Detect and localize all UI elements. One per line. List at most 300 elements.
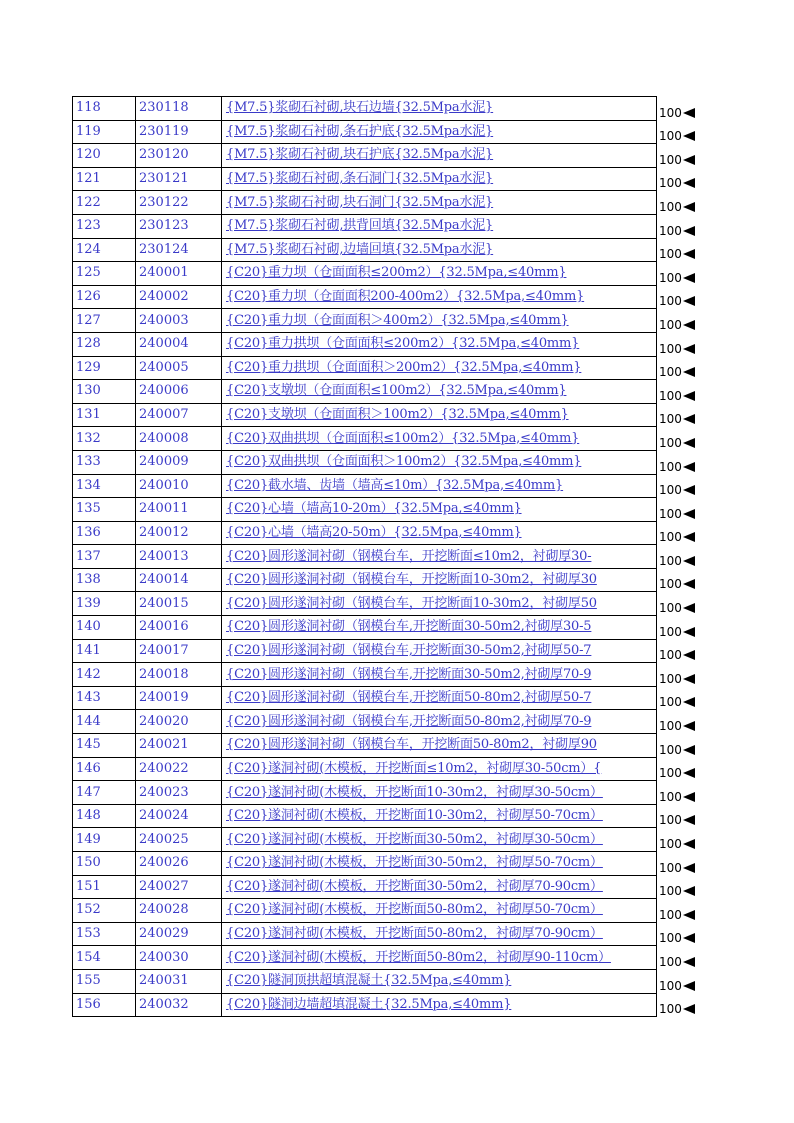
- left-arrow-icon: [683, 1004, 695, 1014]
- row-mark: [659, 450, 719, 474]
- quota-code-cell: 240002: [136, 285, 222, 309]
- row-number-cell: 135: [73, 498, 136, 522]
- quota-name-link[interactable]: {M7.5}浆砌石衬砌,条石洞门{32.5Mpa水泥}: [226, 171, 494, 187]
- mark-value: 100: [659, 152, 682, 167]
- row-mark: [659, 591, 719, 615]
- quota-name-link[interactable]: {C20}遂洞衬砌(木模板，开挖断面10-30m2，衬砌厚50-70cm）: [226, 808, 603, 824]
- quota-code-cell: 240024: [136, 804, 222, 828]
- quota-name-cell: [222, 380, 657, 404]
- quota-name-link[interactable]: {C20}双曲拱坝（仓面面积＞100m2）{32.5Mpa,≤40mm}: [226, 454, 582, 470]
- quota-code-cell: 240010: [136, 474, 222, 498]
- row-mark: [659, 639, 719, 663]
- left-arrow-icon: [683, 509, 695, 519]
- row-number-cell: 128: [73, 332, 136, 356]
- table-row: [73, 616, 657, 640]
- quota-name-cell: [222, 403, 657, 427]
- quota-name-link[interactable]: {C20}遂洞衬砌(木模板，开挖断面50-80m2，衬砌厚50-70cm）: [226, 902, 603, 918]
- quota-code-cell: 240022: [136, 757, 222, 781]
- quota-name-cell: [222, 946, 657, 970]
- row-mark: [659, 709, 719, 733]
- left-arrow-icon: [683, 202, 695, 212]
- table-row: [73, 993, 657, 1017]
- quota-name-cell: [222, 214, 657, 238]
- left-arrow-icon: [683, 556, 695, 566]
- row-number-cell: 153: [73, 922, 136, 946]
- quota-table-body: [73, 97, 657, 1017]
- row-mark: [659, 379, 719, 403]
- table-row: [73, 285, 657, 309]
- row-mark: [659, 143, 719, 167]
- quota-name-link[interactable]: {C20}截水墙、齿墙（墙高≤10m）{32.5Mpa,≤40mm}: [226, 477, 564, 493]
- left-arrow-icon: [683, 462, 695, 472]
- row-mark: [659, 214, 719, 238]
- quota-code-cell: 240019: [136, 686, 222, 710]
- table-row: [73, 592, 657, 616]
- table-row: [73, 781, 657, 805]
- row-number-cell: 151: [73, 875, 136, 899]
- row-mark: [659, 521, 719, 545]
- quota-name-link[interactable]: {C20}遂洞衬砌(木模板，开挖断面30-50m2，衬砌厚70-90cm）: [226, 878, 603, 894]
- quota-name-cell: [222, 521, 657, 545]
- left-arrow-icon: [683, 249, 695, 259]
- row-number-cell: 134: [73, 474, 136, 498]
- quota-name-cell: [222, 899, 657, 923]
- quota-name-cell: [222, 592, 657, 616]
- table-row: [73, 262, 657, 286]
- quota-name-link[interactable]: {C20}圆形遂洞衬砌（钢模台车,开挖断面50-80m2,衬砌厚70-9: [226, 713, 592, 729]
- quota-code-cell: 240012: [136, 521, 222, 545]
- mark-value: 100: [659, 365, 682, 380]
- table-row: [73, 474, 657, 498]
- table-row: [73, 852, 657, 876]
- quota-name-link[interactable]: {M7.5}浆砌石衬砌,块石边墙{32.5Mpa水泥}: [226, 100, 494, 116]
- row-number-cell: 149: [73, 828, 136, 852]
- table-row: [73, 498, 657, 522]
- mark-value: 100: [659, 577, 682, 592]
- mark-value: 100: [659, 553, 682, 568]
- quota-name-cell: [222, 474, 657, 498]
- mark-value: 100: [659, 199, 682, 214]
- quota-name-cell: [222, 191, 657, 215]
- quota-name-link[interactable]: {C20}遂洞衬砌(木模板，开挖断面30-50m2，衬砌厚50-70cm）: [226, 855, 603, 871]
- row-number-cell: 127: [73, 309, 136, 333]
- quota-name-link[interactable]: {C20}双曲拱坝（仓面面积≤100m2）{32.5Mpa,≤40mm}: [226, 430, 580, 446]
- quota-code-cell: 230119: [136, 120, 222, 144]
- row-number-cell: 142: [73, 663, 136, 687]
- left-arrow-icon: [683, 414, 695, 424]
- row-mark: [659, 804, 719, 828]
- quota-name-cell: [222, 852, 657, 876]
- quota-name-cell: [222, 734, 657, 758]
- table-row: [73, 545, 657, 569]
- quota-name-link[interactable]: {C20}圆形遂洞衬砌（钢模台车，开挖断面50-80m2，衬砌厚90: [226, 737, 597, 753]
- mark-value: 100: [659, 459, 682, 474]
- quota-code-cell: 240007: [136, 403, 222, 427]
- table-row: [73, 97, 657, 121]
- quota-name-link[interactable]: {C20}圆形遂洞衬砌（钢模台车，开挖断面10-30m2，衬砌厚30: [226, 572, 597, 588]
- quota-name-link[interactable]: {C20}遂洞衬砌(木模板，开挖断面≤10m2，衬砌厚30-50cm）{: [226, 760, 602, 776]
- row-mark: [659, 308, 719, 332]
- quota-name-cell: [222, 427, 657, 451]
- left-arrow-icon: [683, 697, 695, 707]
- row-number-cell: 120: [73, 144, 136, 168]
- row-number-cell: 155: [73, 969, 136, 993]
- table-row: [73, 804, 657, 828]
- quota-name-cell: [222, 332, 657, 356]
- quota-code-cell: 240020: [136, 710, 222, 734]
- mark-value: 100: [659, 813, 682, 828]
- mark-value: 100: [659, 412, 682, 427]
- quota-name-link[interactable]: {M7.5}浆砌石衬砌,条石护底{32.5Mpa水泥}: [226, 123, 494, 139]
- row-mark: [659, 497, 719, 521]
- table-row: [73, 120, 657, 144]
- table-row: [73, 875, 657, 899]
- quota-name-link[interactable]: {C20}遂洞衬砌(木模板，开挖断面30-50m2，衬砌厚30-50cm）: [226, 831, 603, 847]
- quota-name-cell: [222, 710, 657, 734]
- row-mark: [659, 238, 719, 262]
- mark-column: [659, 96, 719, 1016]
- quota-code-cell: 240025: [136, 828, 222, 852]
- left-arrow-icon: [683, 650, 695, 660]
- quota-name-link[interactable]: {C20}遂洞衬砌(木模板，开挖断面50-80m2，衬砌厚90-110cm）: [226, 949, 611, 965]
- row-mark: [659, 403, 719, 427]
- row-mark: [659, 190, 719, 214]
- mark-value: 100: [659, 860, 682, 875]
- table-row: [73, 332, 657, 356]
- row-number-cell: 118: [73, 97, 136, 121]
- mark-value: 100: [659, 978, 682, 993]
- left-arrow-icon: [683, 792, 695, 802]
- row-mark: [659, 356, 719, 380]
- quota-name-cell: [222, 262, 657, 286]
- left-arrow-icon: [683, 910, 695, 920]
- table-row: [73, 214, 657, 238]
- quota-code-cell: 240027: [136, 875, 222, 899]
- row-mark: [659, 474, 719, 498]
- row-mark: [659, 426, 719, 450]
- table-row: [73, 144, 657, 168]
- row-mark: [659, 662, 719, 686]
- row-number-cell: 136: [73, 521, 136, 545]
- left-arrow-icon: [683, 367, 695, 377]
- left-arrow-icon: [683, 674, 695, 684]
- left-arrow-icon: [683, 320, 695, 330]
- quota-code-cell: 240008: [136, 427, 222, 451]
- table-row: [73, 167, 657, 191]
- left-arrow-icon: [683, 438, 695, 448]
- quota-name-cell: [222, 639, 657, 663]
- quota-name-cell: [222, 828, 657, 852]
- quota-name-link[interactable]: {C20}圆形遂洞衬砌（钢模台车,开挖断面30-50m2,衬砌厚70-9: [226, 666, 592, 682]
- quota-name-cell: [222, 309, 657, 333]
- row-mark: [659, 993, 719, 1017]
- quota-name-cell: [222, 450, 657, 474]
- left-arrow-icon: [683, 273, 695, 283]
- quota-code-cell: 240016: [136, 616, 222, 640]
- left-arrow-icon: [683, 391, 695, 401]
- row-number-cell: 148: [73, 804, 136, 828]
- row-number-cell: 129: [73, 356, 136, 380]
- table-row: [73, 710, 657, 734]
- quota-name-cell: [222, 356, 657, 380]
- mark-value: 100: [659, 837, 682, 851]
- quota-code-cell: 240017: [136, 639, 222, 663]
- row-number-cell: 119: [73, 120, 136, 144]
- quota-name-link[interactable]: {C20}圆形遂洞衬砌（钢模台车，开挖断面≤10m2，衬砌厚30-: [226, 548, 592, 564]
- row-mark: [659, 544, 719, 568]
- row-number-cell: 152: [73, 899, 136, 923]
- table-row: [73, 686, 657, 710]
- row-number-cell: 133: [73, 450, 136, 474]
- quota-name-cell: [222, 144, 657, 168]
- mark-value: 100: [659, 105, 682, 120]
- row-mark: [659, 686, 719, 710]
- row-mark: [659, 945, 719, 969]
- row-mark: [659, 568, 719, 592]
- table-row: [73, 521, 657, 545]
- quota-name-cell: [222, 804, 657, 828]
- quota-name-link[interactable]: {C20}遂洞衬砌(木模板，开挖断面10-30m2，衬砌厚30-50cm）: [226, 784, 603, 800]
- left-arrow-icon: [683, 226, 695, 236]
- row-mark: [659, 922, 719, 946]
- table-row: [73, 356, 657, 380]
- left-arrow-icon: [683, 627, 695, 637]
- quota-name-cell: [222, 167, 657, 191]
- row-mark: [659, 851, 719, 875]
- quota-name-cell: [222, 922, 657, 946]
- row-number-cell: 154: [73, 946, 136, 970]
- quota-code-cell: 240006: [136, 380, 222, 404]
- left-arrow-icon: [683, 957, 695, 967]
- quota-code-cell: 240003: [136, 309, 222, 333]
- mark-value: 100: [659, 695, 682, 710]
- quota-name-cell: [222, 120, 657, 144]
- quota-code-cell: 230123: [136, 214, 222, 238]
- mark-value: 100: [659, 435, 682, 450]
- left-arrow-icon: [683, 579, 695, 589]
- row-number-cell: 121: [73, 167, 136, 191]
- table-row: [73, 450, 657, 474]
- quota-code-cell: 240031: [136, 969, 222, 993]
- quota-name-link[interactable]: {C20}重力拱坝（仓面面积＞200m2）{32.5Mpa,≤40mm}: [226, 359, 582, 375]
- mark-value: 100: [659, 601, 682, 616]
- mark-value: 100: [659, 766, 682, 781]
- mark-value: 100: [659, 907, 682, 922]
- quota-name-link[interactable]: {C20}圆形遂洞衬砌（钢模台车，开挖断面10-30m2，衬砌厚50: [226, 595, 597, 611]
- quota-code-cell: 240011: [136, 498, 222, 522]
- quota-name-link[interactable]: {C20}支墩坝（仓面面积≤100m2）{32.5Mpa,≤40mm}: [226, 383, 567, 399]
- mark-value: 100: [659, 530, 682, 545]
- table-row: [73, 922, 657, 946]
- table-row: [73, 969, 657, 993]
- left-arrow-icon: [683, 933, 695, 943]
- left-arrow-icon: [683, 886, 695, 896]
- row-mark: [659, 969, 719, 993]
- row-mark: [659, 96, 719, 120]
- quota-table: [72, 96, 657, 1017]
- mark-value: 100: [659, 176, 682, 191]
- table-row: [73, 309, 657, 333]
- row-number-cell: 145: [73, 734, 136, 758]
- mark-value: 100: [659, 931, 682, 946]
- quota-name-link[interactable]: {C20}心墙（墙高20-50m）{32.5Mpa,≤40mm}: [226, 524, 522, 540]
- quota-code-cell: 230122: [136, 191, 222, 215]
- left-arrow-icon: [683, 485, 695, 495]
- left-arrow-icon: [683, 108, 695, 118]
- left-arrow-icon: [683, 155, 695, 165]
- row-number-cell: 131: [73, 403, 136, 427]
- quota-name-link[interactable]: {C20}圆形遂洞衬砌（钢模台车,开挖断面30-50m2,衬砌厚30-5: [226, 619, 592, 635]
- left-arrow-icon: [683, 131, 695, 141]
- quota-name-link[interactable]: {C20}圆形遂洞衬砌（钢模台车,开挖断面30-50m2,衬砌厚50-7: [226, 642, 592, 658]
- table-row: [73, 568, 657, 592]
- quota-name-cell: [222, 545, 657, 569]
- quota-code-cell: 240032: [136, 993, 222, 1017]
- quota-name-cell: [222, 498, 657, 522]
- mark-value: 100: [659, 742, 682, 757]
- row-number-cell: 126: [73, 285, 136, 309]
- table-row: [73, 734, 657, 758]
- left-arrow-icon: [683, 981, 695, 991]
- quota-name-cell: [222, 238, 657, 262]
- row-number-cell: 138: [73, 568, 136, 592]
- left-arrow-icon: [683, 344, 695, 354]
- left-arrow-icon: [683, 603, 695, 613]
- quota-code-cell: 230121: [136, 167, 222, 191]
- mark-value: 100: [659, 129, 682, 144]
- mark-value: 100: [659, 719, 682, 734]
- table-row: [73, 238, 657, 262]
- left-arrow-icon: [683, 839, 695, 849]
- quota-name-link[interactable]: {M7.5}浆砌石衬砌,块石洞门{32.5Mpa水泥}: [226, 194, 494, 210]
- mark-value: 100: [659, 270, 682, 285]
- left-arrow-icon: [683, 745, 695, 755]
- row-number-cell: 140: [73, 616, 136, 640]
- quota-name-link[interactable]: {C20}圆形遂洞衬砌（钢模台车,开挖断面50-80m2,衬砌厚50-7: [226, 690, 592, 706]
- quota-name-cell: [222, 781, 657, 805]
- quota-name-link[interactable]: {C20}重力坝（仓面面积≤200m2）{32.5Mpa,≤40mm}: [226, 265, 567, 281]
- table-row: [73, 828, 657, 852]
- row-number-cell: 150: [73, 852, 136, 876]
- quota-code-cell: 230120: [136, 144, 222, 168]
- row-number-cell: 125: [73, 262, 136, 286]
- row-number-cell: 122: [73, 191, 136, 215]
- row-number-cell: 141: [73, 639, 136, 663]
- quota-name-link[interactable]: {M7.5}浆砌石衬砌,拱背回填{32.5Mpa水泥}: [226, 218, 494, 234]
- row-mark: [659, 285, 719, 309]
- mark-value: 100: [659, 671, 682, 686]
- row-mark: [659, 261, 719, 285]
- table-row: [73, 899, 657, 923]
- row-number-cell: 132: [73, 427, 136, 451]
- left-arrow-icon: [683, 178, 695, 188]
- quota-name-link[interactable]: {C20}心墙（墙高10-20m）{32.5Mpa,≤40mm}: [226, 501, 522, 517]
- quota-code-cell: 240009: [136, 450, 222, 474]
- quota-name-link[interactable]: {C20}支墩坝（仓面面积＞100m2）{32.5Mpa,≤40mm}: [226, 407, 569, 423]
- quota-code-cell: 240013: [136, 545, 222, 569]
- table-row: [73, 757, 657, 781]
- row-number-cell: 137: [73, 545, 136, 569]
- row-mark: [659, 615, 719, 639]
- mark-value: 100: [659, 648, 682, 663]
- table-row: [73, 191, 657, 215]
- quota-name-link[interactable]: {C20}重力坝（仓面面积200-400m2）{32.5Mpa,≤40mm}: [226, 289, 585, 305]
- row-number-cell: 143: [73, 686, 136, 710]
- quota-name-cell: [222, 616, 657, 640]
- quota-code-cell: 230118: [136, 97, 222, 121]
- row-number-cell: 146: [73, 757, 136, 781]
- quota-name-cell: [222, 568, 657, 592]
- row-mark: [659, 733, 719, 757]
- row-mark: [659, 875, 719, 899]
- table-row: [73, 403, 657, 427]
- quota-name-link[interactable]: {M7.5}浆砌石衬砌,块石护底{32.5Mpa水泥}: [226, 147, 494, 163]
- quota-name-cell: [222, 875, 657, 899]
- left-arrow-icon: [683, 863, 695, 873]
- mark-value: 100: [659, 388, 682, 403]
- quota-name-link[interactable]: {C20}重力坝（仓面面积＞400m2）{32.5Mpa,≤40mm}: [226, 312, 569, 328]
- mark-value: 100: [659, 789, 682, 804]
- left-arrow-icon: [683, 815, 695, 825]
- quota-code-cell: 240005: [136, 356, 222, 380]
- quota-name-cell: [222, 757, 657, 781]
- row-mark: [659, 167, 719, 191]
- mark-value: 100: [659, 954, 682, 969]
- quota-name-link[interactable]: {C20}隧洞边墙超填混凝土{32.5Mpa,≤40mm}: [226, 996, 512, 1012]
- quota-name-link[interactable]: {C20}重力拱坝（仓面面积≤200m2）{32.5Mpa,≤40mm}: [226, 336, 580, 352]
- quota-code-cell: 240029: [136, 922, 222, 946]
- quota-name-cell: [222, 97, 657, 121]
- table-row: [73, 380, 657, 404]
- quota-name-cell: [222, 686, 657, 710]
- left-arrow-icon: [683, 768, 695, 778]
- quota-name-cell: [222, 969, 657, 993]
- mark-value: 100: [659, 624, 682, 639]
- table-row: [73, 427, 657, 451]
- quota-code-cell: 240028: [136, 899, 222, 923]
- row-number-cell: 124: [73, 238, 136, 262]
- row-mark: [659, 757, 719, 781]
- quota-code-cell: 240014: [136, 568, 222, 592]
- mark-value: 100: [659, 506, 682, 521]
- quota-code-cell: 240015: [136, 592, 222, 616]
- table-row: [73, 946, 657, 970]
- quota-code-cell: 240026: [136, 852, 222, 876]
- quota-name-link[interactable]: {C20}遂洞衬砌(木模板，开挖断面50-80m2，衬砌厚70-90cm）: [226, 926, 603, 942]
- quota-name-cell: [222, 993, 657, 1017]
- mark-value: 100: [659, 483, 682, 498]
- row-number-cell: 144: [73, 710, 136, 734]
- quota-code-cell: 240018: [136, 663, 222, 687]
- quota-code-cell: 240023: [136, 781, 222, 805]
- row-number-cell: 130: [73, 380, 136, 404]
- quota-name-link[interactable]: {M7.5}浆砌石衬砌,边墙回填{32.5Mpa水泥}: [226, 241, 494, 257]
- row-mark: [659, 120, 719, 144]
- left-arrow-icon: [683, 532, 695, 542]
- row-mark: [659, 780, 719, 804]
- mark-value: 100: [659, 1002, 682, 1017]
- quota-code-cell: 240030: [136, 946, 222, 970]
- mark-value: 100: [659, 341, 682, 356]
- row-mark: [659, 332, 719, 356]
- row-mark: [659, 827, 719, 851]
- mark-value: 100: [659, 317, 682, 332]
- row-number-cell: 147: [73, 781, 136, 805]
- row-number-cell: 139: [73, 592, 136, 616]
- quota-code-cell: 240001: [136, 262, 222, 286]
- quota-name-cell: [222, 663, 657, 687]
- quota-name-link[interactable]: {C20}隧洞顶拱超填混凝土{32.5Mpa,≤40mm}: [226, 973, 512, 989]
